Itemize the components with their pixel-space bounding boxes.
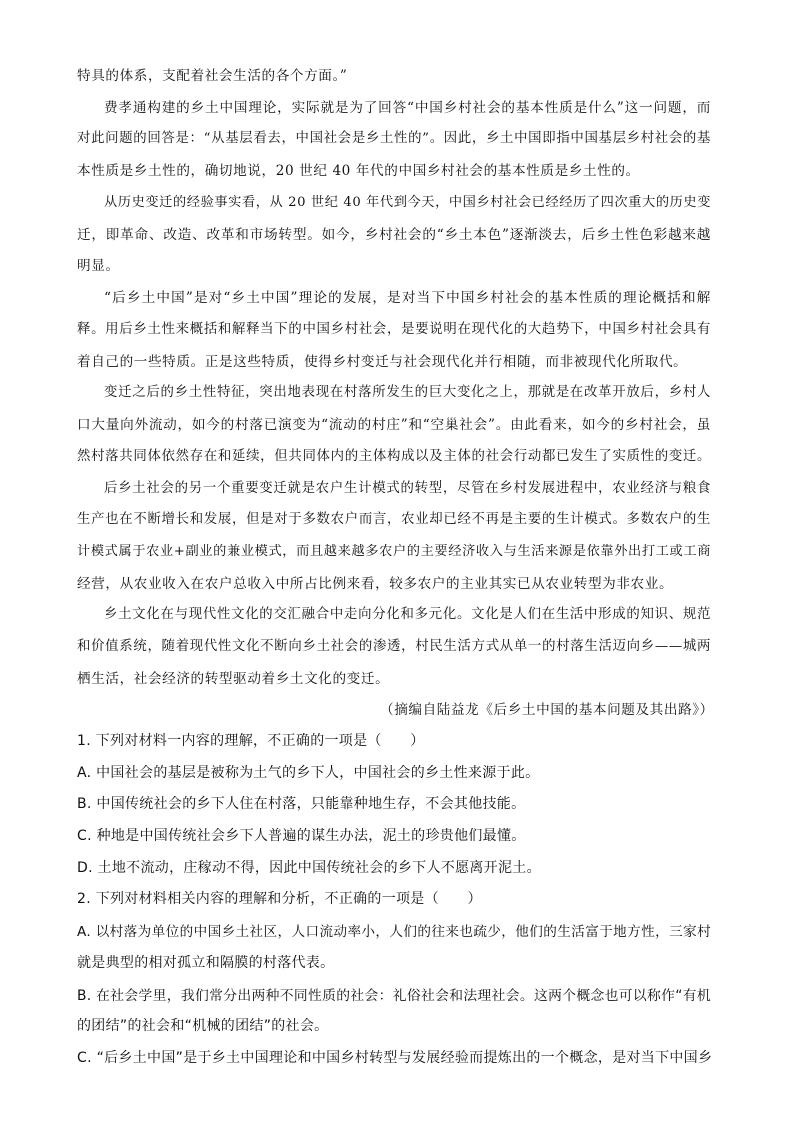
passage-source: （摘编自陆益龙《后乡土中国的基本问题及其出路》） bbox=[380, 702, 714, 718]
passage-line: “后乡土中国”是对“乡土中国”理论的发展，是对当下中国乡村社会的基本性质的理论概括和解 bbox=[104, 290, 711, 306]
question-2-option-a-cont: 就是典型的相对孤立和隔膜的村落代表。 bbox=[77, 955, 335, 971]
question-2-option-c: C. “后乡土中国”是于乡土中国理论和中国乡村转型与发展经验而提炼出的一个概念，是对当下中国乡 bbox=[77, 1050, 713, 1066]
passage-line: 对此问题的回答是：“从基层看去，中国社会是乡土性的”。因此，乡土中国即指中国基层乡村社会的基 bbox=[77, 131, 711, 146]
question-2-stem: 2. 下列对材料相关内容的理解和分析，不正确的一项是（ ） bbox=[77, 891, 482, 907]
passage-line: 和价值系统，随着现代性文化不断向乡土社会的渗透，村民生活方式从单一的村落生活迈向乡——城两 bbox=[77, 639, 711, 654]
question-2-option-b: B. 在社会学里，我们常分出两种不同性质的社会：礼俗社会和法理社会。这两个概念也可以称作“有机 bbox=[77, 988, 711, 1004]
passage-line: 经营，从农业收入在农户总收入中所占比例来看，较多农户的主业其实已从农业转型为非农业。 bbox=[77, 576, 674, 592]
question-1-option-d: D. 土地不流动，庄稼动不得，因此中国传统社会的乡下人不愿离开泥土。 bbox=[77, 860, 541, 876]
passage-line: 特具的体系，支配着社会生活的各个方面。” bbox=[77, 68, 348, 84]
passage-line: 口大量向外流动，如今的村落已演变为“流动的村庄”和“空巢社会”。由此看来，如今的乡村社会，虽 bbox=[77, 417, 711, 433]
question-1-option-c: C. 种地是中国传统社会乡下人普遍的谋生办法，泥土的珍贵他们最懂。 bbox=[77, 828, 526, 844]
passage-line: 释。用后乡土性来概括和解释当下的中国乡村社会，是要说明在现代化的大趋势下，中国乡村社会具有 bbox=[77, 322, 711, 337]
passage-line: 生产也在不断增长和发展，但是对于多数农户而言，农业却已经不再是主要的生计模式。多数农户的生 bbox=[77, 512, 711, 527]
question-1-option-b: B. 中国传统社会的乡下人住在村落，只能靠种地生存，不会其他技能。 bbox=[77, 796, 526, 812]
passage-line: 变迁之后的乡土性特征，突出地表现在村落所发生的巨大变化之上，那就是在改革开放后，乡村人 bbox=[104, 385, 711, 400]
question-2-option-b-cont: 的团结”的社会和“机械的团结”的社会。 bbox=[77, 1018, 329, 1034]
question-1-stem: 1. 下列对材料一内容的理解，不正确的一项是（ ） bbox=[77, 733, 425, 749]
passage-line: 明显。 bbox=[77, 258, 120, 274]
passage-line: 然村落共同体依然存在和延续，但共同体内的主体构成以及主体的社会行动都已发生了实质性的变迁。 bbox=[77, 449, 711, 464]
passage-line: 着自己的一些特质。正是这些特质，使得乡村变迁与社会现代化并行相随，而非被现代化所取代。 bbox=[77, 354, 688, 370]
passage-line: 后乡土社会的另一个重要变迁就是农户生计模式的转型，尽管在乡村发展进程中，农业经济与粮食 bbox=[104, 481, 711, 496]
passage-line: 从历史变迁的经验事实看，从 20 世纪 40 年代到今天，中国乡村社会已经经历了四次重大的历史变 bbox=[104, 195, 711, 210]
passage-line: 栖生活，社会经济的转型驱动着乡土文化的变迁。 bbox=[77, 671, 390, 687]
passage-line: 本性质是乡土性的，确切地说，20 世纪 40 年代的中国乡村社会的基本性质是乡土性的。 bbox=[77, 163, 640, 179]
question-2-option-a: A. 以村落为单位的中国乡土社区，人口流动率小，人们的往来也疏少，他们的生活富于地方性，三家村 bbox=[77, 924, 711, 940]
passage-line: 费孝通构建的乡土中国理论，实际就是为了回答“中国乡村社会的基本性质是什么”这一问题，而 bbox=[104, 100, 711, 116]
passage-line: 迁，即革命、改造、改革和市场转型。如今，乡村社会的“乡土本色”逐渐淡去，后乡土性色彩越来越 bbox=[77, 227, 711, 243]
passage-line: 计模式属于农业+副业的兼业模式，而且越来越多农户的主要经济收入与生活来源是依靠外出打工或工商 bbox=[77, 544, 711, 559]
question-1-option-a: A. 中国社会的基层是被称为土气的乡下人，中国社会的乡土性来源于此。 bbox=[77, 765, 540, 781]
passage-line: 乡土文化在与现代性文化的交汇融合中走向分化和多元化。文化是人们在生活中形成的知识、规范 bbox=[104, 607, 711, 622]
